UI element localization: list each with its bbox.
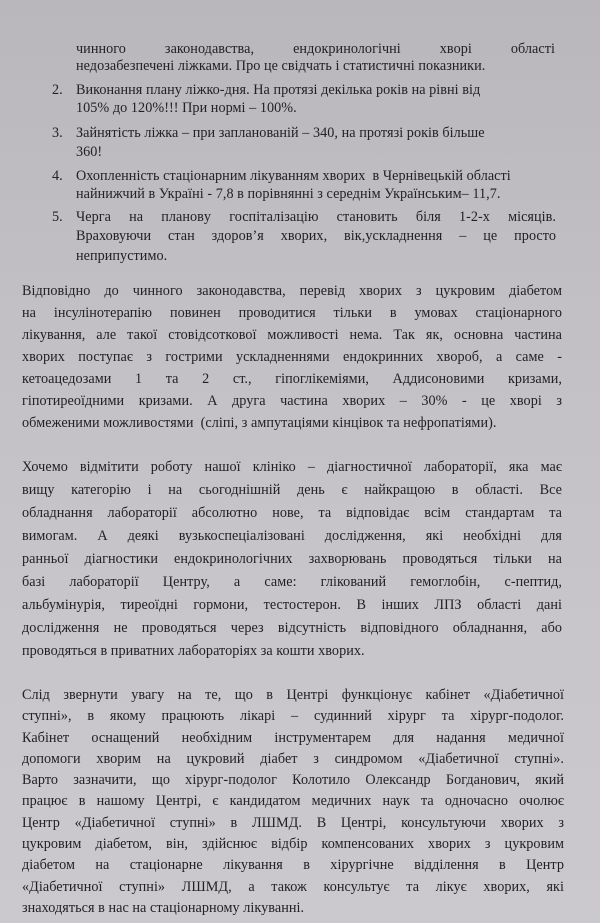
- paragraph-line: Варто зазначити, що хірург-подолог Колотило Олександр Богданович, який: [22, 772, 564, 788]
- list-number: 3.: [52, 125, 63, 141]
- paragraph-line: вимогам. А деякі вузькоспеціалізовані дослідження, які необхідні для: [22, 528, 562, 544]
- list-item-line: Охопленність стаціонарним лікуванням хворих в Чернівецькій області: [76, 168, 511, 184]
- paragraph-line: Хочемо відмітити роботу нашої клініко – діагностичної лабораторії, яка має: [22, 459, 562, 475]
- list-item-line: Виконання плану ліжко-дня. На протязі декілька років на рівні від: [76, 82, 481, 98]
- paragraph-line: працює в нашому Центрі, є кандидатом медичних наук та одночасно очолює: [22, 793, 564, 809]
- paragraph-line: проводяться в приватних лабораторіях за кошти хворих.: [22, 643, 365, 659]
- paragraph-line: лікування, але такої стовідсоткової можливості нема. Так як, основна частина: [22, 327, 562, 343]
- paragraph-line: гіпотиреоїдними кризами. А друга частина хворих – 30% - це хворі з: [22, 393, 562, 409]
- paragraph-line: обладнання лабораторії абсолютно нове, та відповідає всім стандартам та: [22, 505, 562, 521]
- list-intro-line: чинного законодавства, ендокринологічні хворі області: [76, 41, 555, 57]
- list-intro-line: недозабезпечені ліжками. Про це свідчать і статистичні показники.: [76, 58, 486, 74]
- list-item-line: Черга на плановy госпіталізацію становить біля 1-2-х місяців.: [76, 209, 556, 225]
- list-item-line: неприпустимо.: [76, 248, 168, 264]
- paragraph-line: на інсулінотерапію повинен проводитися тільки в умовах стаціонарного: [22, 305, 562, 321]
- paragraph-line: допомоги хворим на цукровий діабет з синдромом «Діабетичної ступні».: [22, 751, 564, 767]
- paragraph-line: базі лабораторії Центру, а саме: глікований гемоглобін, с-пептид,: [22, 574, 562, 590]
- list-item-line: Зайнятість ліжка – при запланованій – 340, на протязі років більше: [76, 125, 485, 141]
- paragraph-line: обмеженими можливостями (сліпі, з ампутаціями кінцівок та нефропатіями).: [22, 415, 497, 431]
- list-item-line: Враховуючи стан здоров’я хворих, вік,ускладнення – це просто: [76, 228, 556, 244]
- paragraph-line: діабетом на стаціонарне лікування в хірургічне відділення в Центр: [22, 857, 564, 873]
- list-item-line: 105% до 120%!!! При нормі – 100%.: [76, 100, 297, 116]
- paragraph-line: дослідження не проводяться через відсутність відповідного обладнання, або: [22, 620, 562, 636]
- list-number: 4.: [52, 168, 63, 184]
- list-item-line: 360!: [76, 144, 103, 160]
- paragraph-line: кетоацедозами 1 та 2 ст., гіпоглікеміями, Аддисоновими кризами,: [22, 371, 562, 387]
- paragraph-line: знаходяться в нас на стаціонарному лікуванні.: [22, 900, 305, 916]
- list-item-line: найнижчий в Україні - 7,8 в порівнянні з середнім Українським– 11,7.: [76, 186, 501, 202]
- list-number: 5.: [52, 209, 63, 225]
- paragraph-line: хворих поступає з гострими ускладненнями ендокринних хвороб, а саме -: [22, 349, 562, 365]
- paragraph-line: Центр «Діабетичної ступні» в ЛШМД. В Центрі, консультуючи хворих з: [22, 815, 564, 831]
- paragraph-line: Слід звернути увагу на те, що в Центрі функціонує кабінет «Діабетичної: [22, 687, 564, 703]
- paragraph-line: цукровим діабетом, він, здійснює відбір компенсованих хворих з цукровим: [22, 836, 564, 852]
- paragraph-line: Відповідно до чинного законодавства, перевід хворих з цукровим діабетом: [22, 283, 562, 299]
- paragraph-line: ступні», в якому працюють лікарі – судинний хірург та хірург-подолог.: [22, 708, 564, 724]
- paragraph-line: альбумінурія, тиреоїдні гормони, тестостерон. В інших ЛПЗ області дані: [22, 597, 562, 613]
- paragraph-line: вищу категорію і на сьогоднішній день є найкращою в області. Все: [22, 482, 562, 498]
- paragraph-line: «Діабетичної ступні» ЛШМД, а також консультує та лікує хворих, які: [22, 879, 564, 895]
- paragraph-line: ранньої діагностики ендокринологічних захворювань проводяться тільки на: [22, 551, 562, 567]
- paragraph-line: Кабінет оснащений необхідним інструментарем для надання медичної: [22, 730, 564, 746]
- list-number: 2.: [52, 82, 63, 98]
